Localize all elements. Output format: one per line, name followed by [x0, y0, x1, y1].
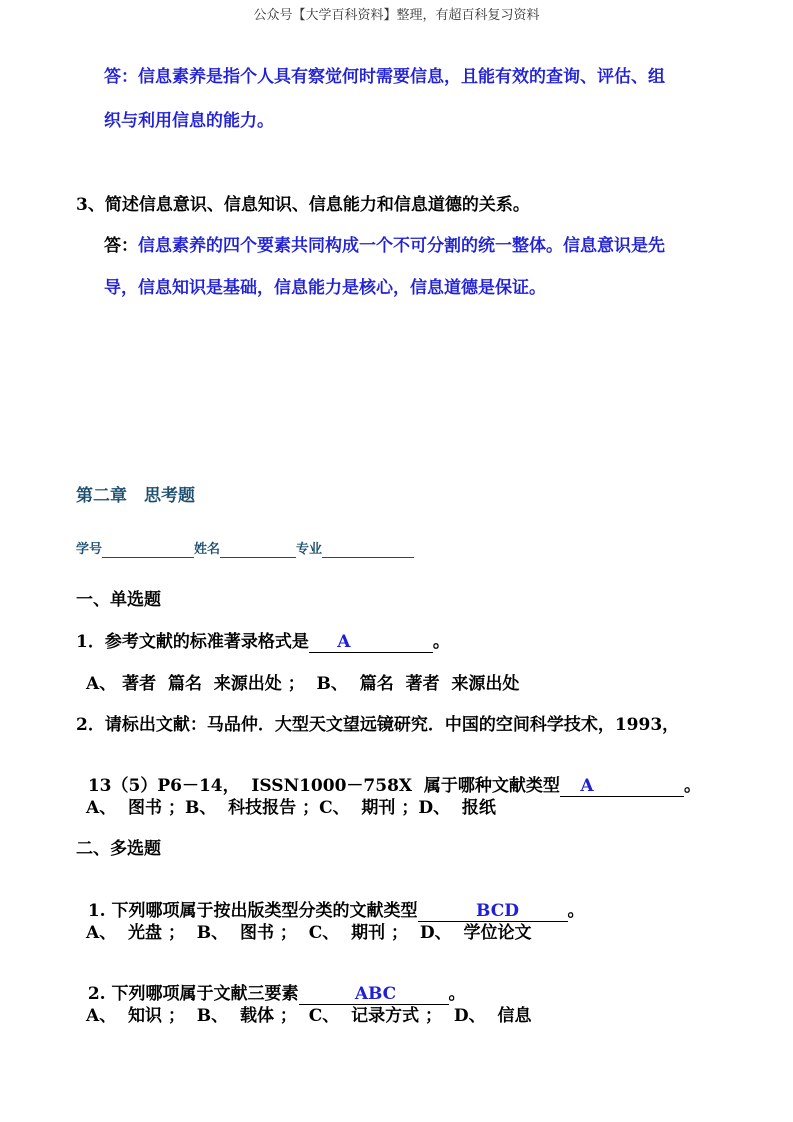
question-end: 。	[448, 984, 466, 1004]
question-number: 3、	[76, 195, 105, 215]
question-end: 。	[683, 776, 701, 796]
student-no-label: 学号	[76, 542, 103, 557]
major-field[interactable]	[322, 542, 414, 558]
answer-text: 信息素养的四个要素共同构成一个不可分割的统一整体。信息意识是先	[138, 236, 665, 256]
question-end: 。	[432, 632, 450, 652]
question-3	[76, 190, 530, 215]
single-q1	[76, 627, 450, 653]
student-no-field[interactable]	[102, 542, 194, 558]
student-info-row	[76, 538, 414, 558]
answer-value: ABC	[354, 984, 397, 1004]
question-number: 2．	[76, 715, 105, 735]
single-choice-heading: 一、单选题	[76, 590, 161, 610]
page-header: 公众号【大学百科资料】整理，有超百科复习资料	[253, 8, 540, 23]
single-q2-options: A、 图书 ；B、 科技报告 ；C、 期刊 ；D、 报纸	[86, 798, 496, 818]
question-end: 。	[567, 901, 585, 921]
question-text: 13（5）P6－14， ISSN1000－758X 属于哪种文献类型	[87, 776, 560, 796]
question-number: 1.	[87, 901, 106, 921]
answer-value: A	[337, 632, 351, 652]
name-label: 姓名	[194, 542, 221, 557]
single-q2-line1	[76, 710, 679, 735]
multi-choice-heading: 二、多选题	[76, 839, 161, 859]
question-text: 参考文献的标准著录格式是	[104, 632, 309, 652]
answer-value: A	[580, 776, 594, 796]
major-label: 专业	[296, 542, 323, 557]
multi-q1	[76, 876, 585, 922]
q3-answer-line1	[104, 231, 665, 256]
question-text: 下列哪项属于文献三要素	[111, 984, 299, 1004]
question-text: 请标出文献：马品仲．大型天文望远镜研究．中国的空间科学技术，1993，	[104, 715, 680, 735]
multi-q1-options: A、 光盘 ； B、 图书 ； C、 期刊 ； D、 学位论文	[86, 923, 532, 943]
name-field[interactable]	[220, 542, 296, 558]
answer-blank	[560, 777, 684, 797]
q3-answer-line2: 导，信息知识是基础，信息能力是核心，信息道德是保证。	[104, 278, 546, 298]
prev-answer-line2: 织与利用信息的能力。	[104, 111, 274, 131]
question-number: 1．	[76, 632, 105, 652]
single-q1-options: A、 著者 篇名 来源出处 ； B、 篇名 著者 来源出处	[86, 674, 520, 694]
single-q2-line2	[76, 751, 701, 797]
question-number: 2.	[87, 984, 106, 1004]
answer-label: 答：	[104, 67, 138, 87]
answer-value: BCD	[476, 901, 519, 921]
answer-text: 信息素养是指个人具有察觉何时需要信息，且能有效的查询、评估、组	[138, 67, 665, 87]
answer-label: 答：	[104, 236, 138, 256]
prev-answer-line1	[104, 62, 665, 87]
multi-q2	[76, 959, 466, 1005]
question-text: 简述信息意识、信息知识、信息能力和信息道德的关系。	[104, 195, 530, 215]
multi-q2-options: A、 知识 ； B、 载体 ； C、 记录方式 ； D、 信息	[86, 1006, 532, 1026]
question-text: 下列哪项属于按出版类型分类的文献类型	[111, 901, 418, 921]
chapter-title: 第二章 思考题	[76, 486, 195, 506]
answer-blank	[309, 633, 433, 653]
